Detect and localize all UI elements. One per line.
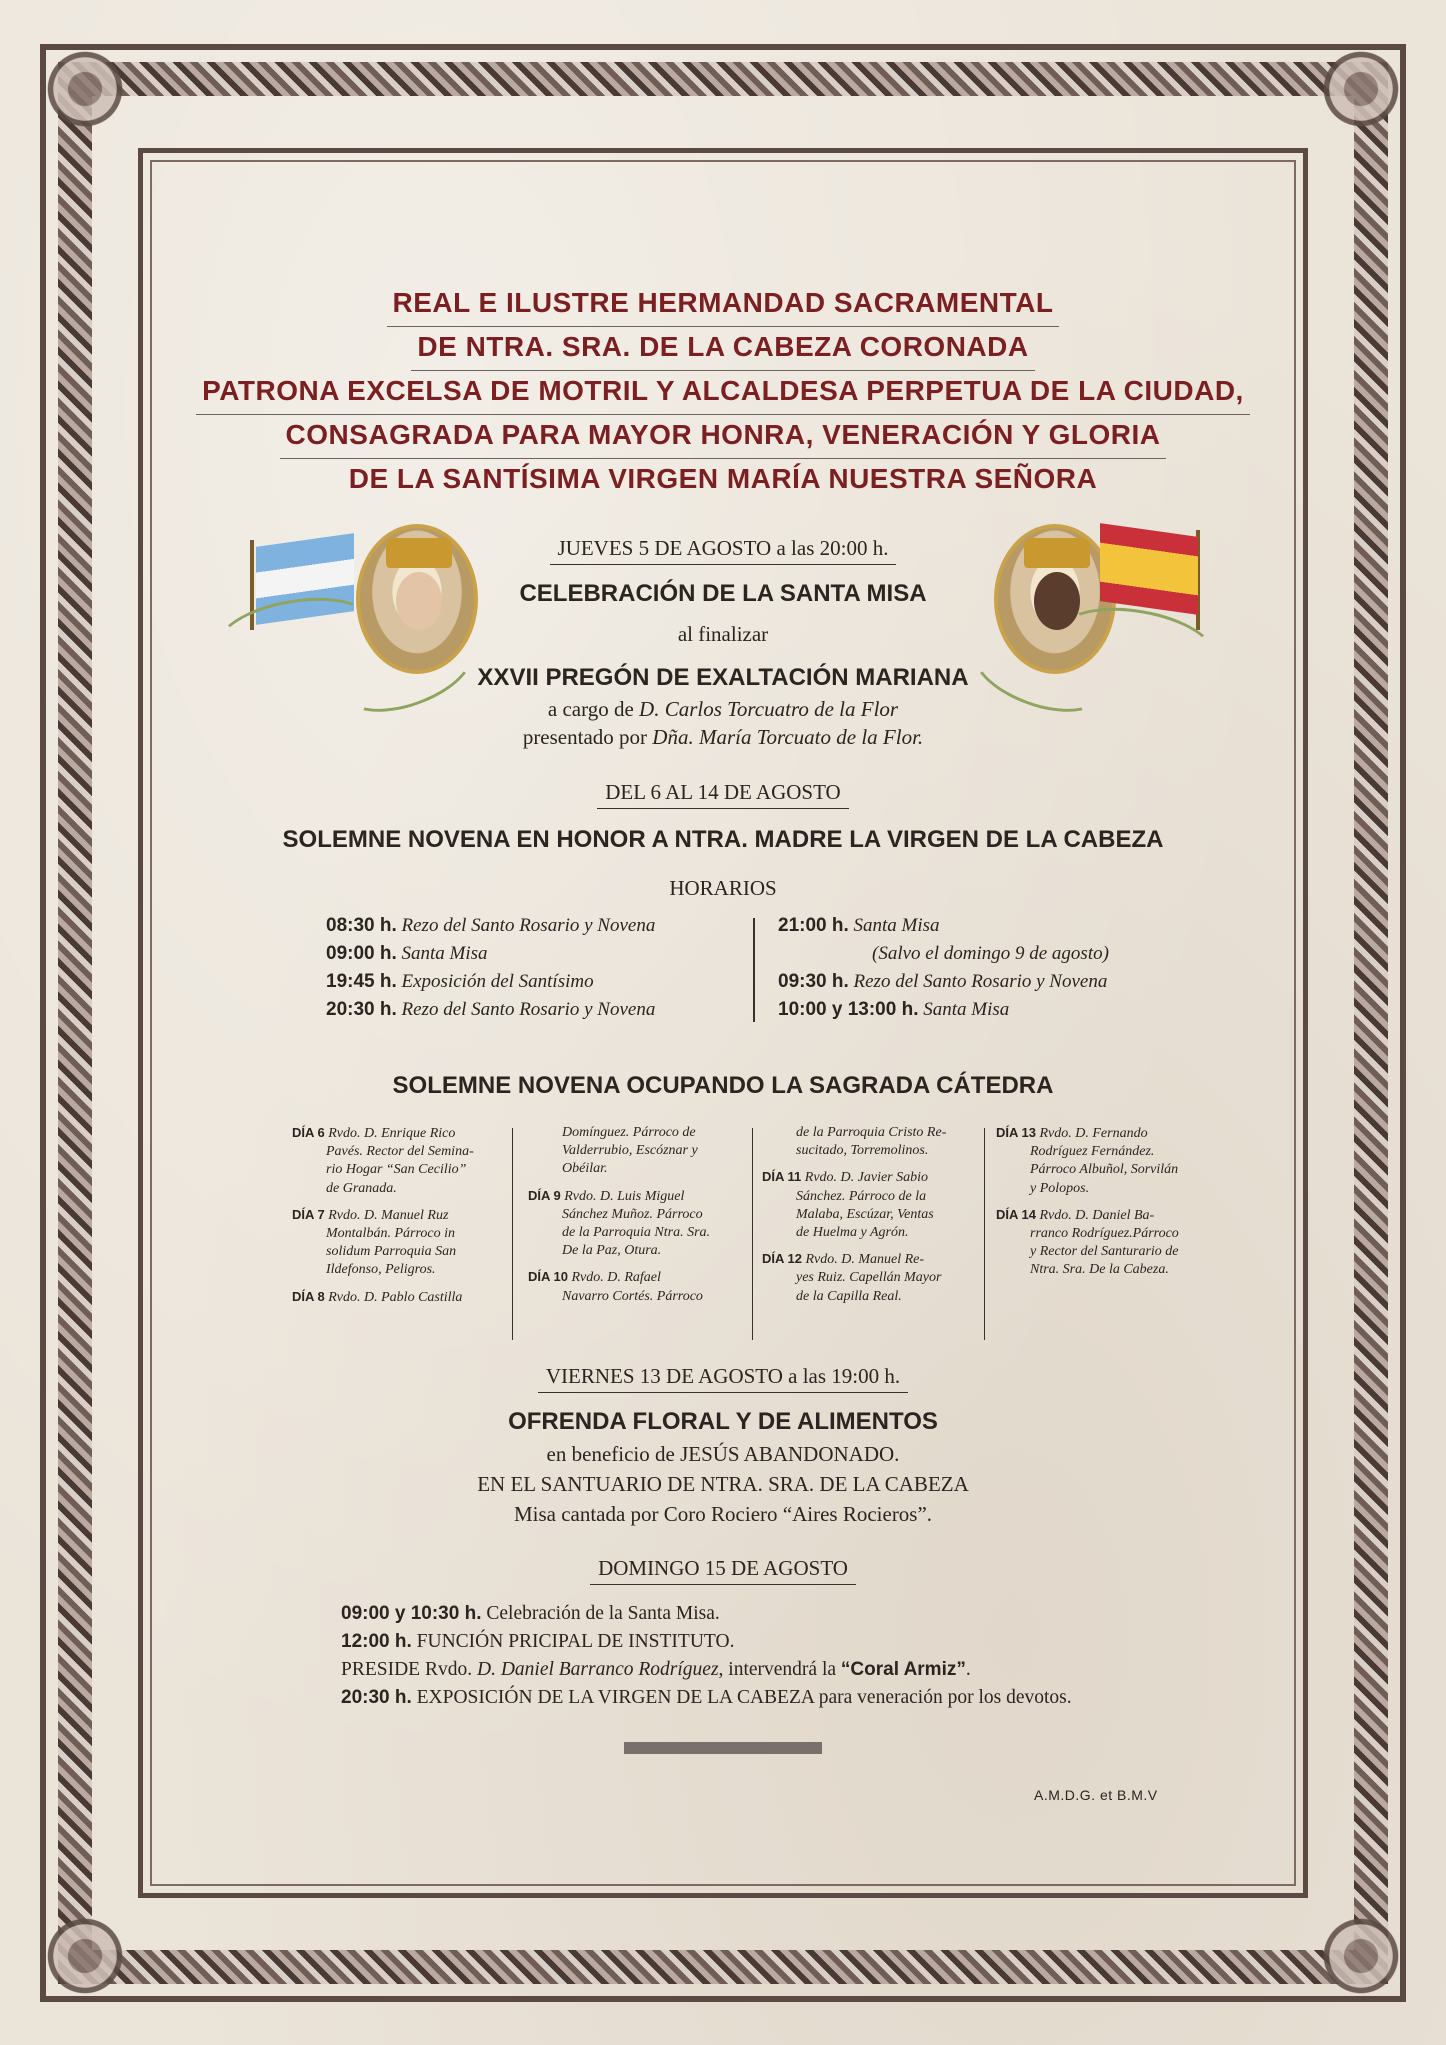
schedule-row: 20:30 h. Rezo del Santo Rosario y Novena [326,999,656,1020]
corner-ornament-icon [20,1891,150,2021]
schedule-row: 20:30 h. EXPOSICIÓN DE LA VIRGEN DE LA CABEZA para veneración por los devotos. [341,1687,1072,1708]
misa-title: CELEBRACIÓN DE LA SANTA MISA [519,580,927,607]
catedra-entry: DÍA 9 Rvdo. D. Luis Miguel Sánchez Muñoz. Párroco de la Parroquia Ntra. Sra. De la Paz, Otura. [528,1187,711,1259]
schedule-row: 08:30 h. Rezo del Santo Rosario y Novena [326,915,656,936]
catedra-column-3 [762,1124,962,1314]
catedra-entry-continued: Domínguez. Párroco de Valderrubio, Escóznar y Obéilar. [562,1125,698,1177]
catedra-column-2 [528,1124,728,1314]
ofrenda-line: Misa cantada por Coro Rociero “Aires Rocieros”. [513,1502,933,1526]
catedra-column-1 [292,1124,492,1315]
schedule-row: (Salvo el domingo 9 de agosto) [872,943,1109,964]
viernes-date [0,1364,1446,1393]
header-line: CONSAGRADA PARA MAYOR HONRA, VENERACIÓN Y GLORIA [280,414,1167,459]
novena-dates [0,780,1446,809]
catedra-schedule [290,1124,1190,1336]
catedra-entry: DÍA 7 Rvdo. D. Manuel Ruz Montalbán. Párroco in solidum Parroquia San Ildefonso, Peligros. [292,1206,457,1278]
horarios-right-column [778,912,1109,1024]
schedule-row: 09:30 h. Rezo del Santo Rosario y Novena [778,971,1108,992]
cargo-prefix: a cargo de [547,697,640,721]
ofrenda-line: EN EL SANTUARIO DE NTRA. SRA. DE LA CABEZA [477,1472,969,1496]
presentado-prefix: presentado por [522,725,653,749]
al-finalizar: al finalizar [677,622,769,646]
corner-ornament-icon [20,24,150,154]
horarios-left-column [326,912,655,1024]
jueves-date [0,536,1446,565]
domingo-date-text: DOMINGO 15 DE AGOSTO [590,1556,856,1585]
ofrenda-title: OFRENDA FLORAL Y DE ALIMENTOS [508,1408,938,1435]
schedule-row: 12:00 h. FUNCIÓN PRICIPAL DE INSTITUTO. [341,1631,735,1652]
schedule-row: 09:00 y 10:30 h. Celebración de la Santa Misa. [341,1603,720,1624]
column-divider [753,918,755,1022]
horarios-label: HORARIOS [669,876,777,900]
footer-motto: A.M.D.G. et B.M.V [1034,1787,1158,1803]
catedra-title: SOLEMNE NOVENA OCUPANDO LA SAGRADA CÁTEDRA [392,1072,1054,1099]
ofrenda-line: en beneficio de JESÚS ABANDONADO. [546,1442,900,1466]
schedule-row: 09:00 h. Santa Misa [326,943,488,964]
pregon-title: XXVII PREGÓN DE EXALTACIÓN MARIANA [477,664,969,691]
catedra-entry: DÍA 8 Rvdo. D. Pablo Castilla [292,1288,463,1305]
jueves-date-text: JUEVES 5 DE AGOSTO a las 20:00 h. [550,536,897,565]
catedra-entry: DÍA 13 Rvdo. D. Fernando Rodríguez Fernández. Párroco Albuñol, Sorvilán y Polopos. [996,1125,1179,1196]
novena-title: SOLEMNE NOVENA EN HONOR A NTRA. MADRE LA VIRGEN DE LA CABEZA [282,826,1164,853]
column-divider [984,1128,985,1340]
schedule-row: 21:00 h. Santa Misa [778,915,940,936]
schedule-row: PRESIDE Rvdo. D. Daniel Barranco Rodríguez, intervendrá la “Coral Armiz”. [341,1659,971,1680]
header-line: DE LA SANTÍSIMA VIRGEN MARÍA NUESTRA SEÑORA [348,463,1098,494]
header-line: PATRONA EXCELSA DE MOTRIL Y ALCALDESA PERPETUA DE LA CIUDAD, [196,370,1250,415]
catedra-entry: DÍA 12 Rvdo. D. Manuel Re- yes Ruiz. Capellán Mayor de la Capilla Real. [762,1251,942,1304]
presentado-name: Dña. María Torcuato de la Flor. [652,725,924,749]
decorative-bar [624,1742,822,1754]
pregon-cargo [0,697,1446,722]
corner-ornament-icon [1296,1891,1426,2021]
column-divider [512,1128,513,1340]
domingo-date [0,1556,1446,1585]
cargo-name: D. Carlos Torcuatro de la Flor [639,697,899,721]
novena-dates-text: DEL 6 AL 14 DE AGOSTO [597,780,848,809]
domingo-schedule [341,1600,1241,1712]
catedra-entry: DÍA 10 Rvdo. D. Rafael Navarro Cortés. Párroco [528,1269,703,1304]
catedra-entry-continued: de la Parroquia Cristo Re- sucitado, Torremolinos. [796,1125,947,1159]
catedra-column-4 [996,1124,1196,1288]
catedra-entry: DÍA 6 Rvdo. D. Enrique Rico Pavés. Rector del Semina- rio Hogar “San Cecilio” de Granada. [292,1125,474,1196]
corner-ornament-icon [1296,24,1426,154]
header-line: REAL E ILUSTRE HERMANDAD SACRAMENTAL [387,282,1060,327]
schedule-row: 19:45 h. Exposición del Santísimo [326,971,594,992]
column-divider [752,1128,753,1340]
pregon-presentado [0,725,1446,750]
catedra-entry: DÍA 11 Rvdo. D. Javier Sabio Sánchez. Párroco de la Malaba, Escúzar, Ventas de Huelma y Agrón. [762,1169,934,1241]
viernes-date-text: VIERNES 13 DE AGOSTO a las 19:00 h. [538,1364,908,1393]
brotherhood-header [0,282,1446,502]
catedra-entry: DÍA 14 Rvdo. D. Daniel Ba- rranco Rodríguez.Párroco y Rector del Santurario de Ntra. Sra. De la Cabeza. [996,1206,1179,1278]
schedule-row: 10:00 y 13:00 h. Santa Misa [778,999,1010,1020]
header-line: DE NTRA. SRA. DE LA CABEZA CORONADA [411,326,1034,371]
